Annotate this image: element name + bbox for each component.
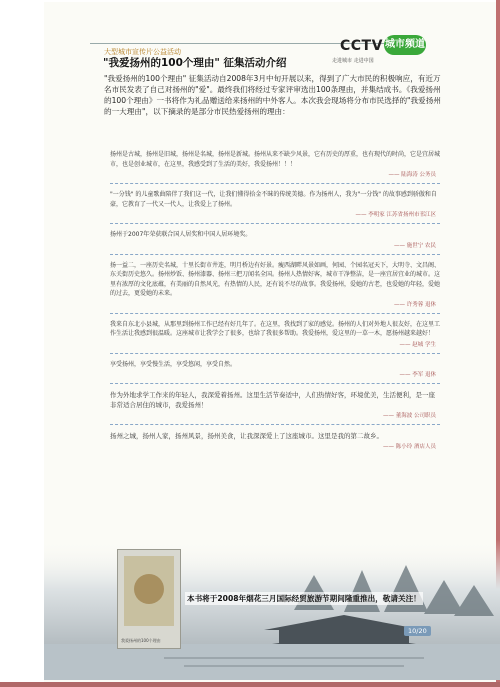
cctv-logo: CCTV [340, 38, 383, 54]
book-cover-caption: 我爱扬州的100个理由 [121, 638, 161, 643]
quote-item [110, 320, 440, 348]
quote-divider [110, 313, 440, 314]
quote-signature: —— 董海波 公司职员 [383, 413, 436, 419]
page-bottom-rule [0, 682, 500, 687]
quote-text: 扬一益二，一座历史名城，十里长街市井连，明月桥边有好景。瘦西湖畔风景如画，何园、个园名冠天下，大明寺、文昌阁、东关街历史悠久。扬州炒饭、扬州漆器、扬州三把刀闻名全国。扬州人热情好客，城市干净整洁，是一座宜居宜业的城市。这里有浓厚的文化底蕴，有美丽的自然风光，有热情的人民，还有说不尽的故事。我爱扬州，爱她的古老，也爱她的年轻，爱她的过去，更爱她的未来。 [110, 261, 441, 297]
quote-text: 作为外地求学工作来的年轻人，我深爱着扬州。这里生活节奏适中，人们热情好客，环境优美，生活便利，是一座非常适合居住的城市，我爱扬州！ [110, 391, 435, 409]
page-number: 10/20 [404, 626, 431, 636]
header-kicker: 大型城市宣传片公益活动 [104, 48, 181, 56]
quote-divider [110, 223, 440, 224]
article-intro: "我爱扬州的100个理由" 征集活动自2008年3月中旬开展以来，得到了广大市民的积极响应，有近万名市民发表了自己对扬州的"爱"。最终我们将经过专家评审选出100条理由，并集结成书。《我爱扬州的100个理由》一书将作为礼品赠送给来扬州的中外客人。本次我会现场将分布市民选择的"我爱扬州的一大理由"，以下摘录的是部分市民热爱扬州的理由： [104, 74, 441, 116]
quote-divider [110, 254, 440, 255]
quote-item [110, 230, 440, 249]
quote-text: 我来自东北小县城，从那里到扬州工作已经有好几年了。在这里，我找到了家的感觉。扬州的人们对外地人很友好，在这里工作生活让我感到很温暖。这座城市让我学会了很多，也给了我很多帮助。我爱扬州，爱这里的一草一木，愿扬州越来越好！ [110, 320, 441, 337]
quote-signature: —— 许秀蓉 退休 [394, 301, 436, 308]
snow-pavilion-illustration [44, 540, 500, 680]
quote-divider [110, 353, 440, 354]
quote-signature: —— 陆海涛 公务员 [388, 172, 436, 178]
quote-divider [110, 383, 440, 384]
quote-item [110, 261, 440, 308]
quote-item [110, 150, 440, 178]
book-cover-art [124, 556, 174, 626]
quote-item [110, 431, 440, 450]
quote-list [110, 150, 440, 455]
quote-text: 扬州是古城，扬州是旧城，扬州是名城，扬州是新城。扬州从来不缺少风景，它有历史的厚重，也有现代的时尚，它是宜居城市，也是创业城市，在这里，我感受到了生活的美好，我爱扬州！！！ [110, 151, 441, 168]
header-tagline: 走进城市 走进中国 [332, 58, 374, 64]
book-cover-card [117, 549, 181, 649]
article-title: "我爱扬州的100个理由" 征集活动介绍 [103, 57, 287, 69]
quote-signature: —— 李军 退休 [399, 372, 436, 378]
quote-divider [110, 183, 440, 184]
quote-divider [110, 424, 440, 425]
quote-signature: —— 李明家 江苏省扬州市邗江区 [355, 212, 436, 218]
quote-item [110, 360, 440, 379]
footer-announcement: 本书将于2008年烟花三月国际经贸旅游节期间隆重推出，敬请关注！ [187, 594, 421, 603]
quote-signature: —— 施世宁 农民 [394, 242, 436, 249]
quote-item [110, 190, 440, 218]
quote-text: "一分钱" 的儿童歌曲陪伴了我们这一代，让我们懂得拾金不昧的传统美德。作为扬州人，我为"一分钱" 的故事感到骄傲和自豪，它教育了一代又一代人，让我爱上了扬州。 [110, 191, 437, 208]
quote-text: 享受扬州，享受慢生活，享受悠闲，享受自然。 [110, 360, 237, 368]
quote-text: 扬州于2007年荣获联合国人居奖和中国人居环境奖。 [110, 231, 252, 238]
quote-signature: —— 陈小玲 酒店人员 [383, 444, 436, 450]
city-channel-badge: 城市频道 [384, 35, 426, 55]
quote-signature: —— 赵城 学生 [399, 341, 436, 348]
quote-text: 扬州之城，扬州人家，扬州风景，扬州美食，让我深深爱上了这座城市。这里是我的第二故乡。 [110, 432, 383, 440]
quote-item [110, 390, 440, 419]
